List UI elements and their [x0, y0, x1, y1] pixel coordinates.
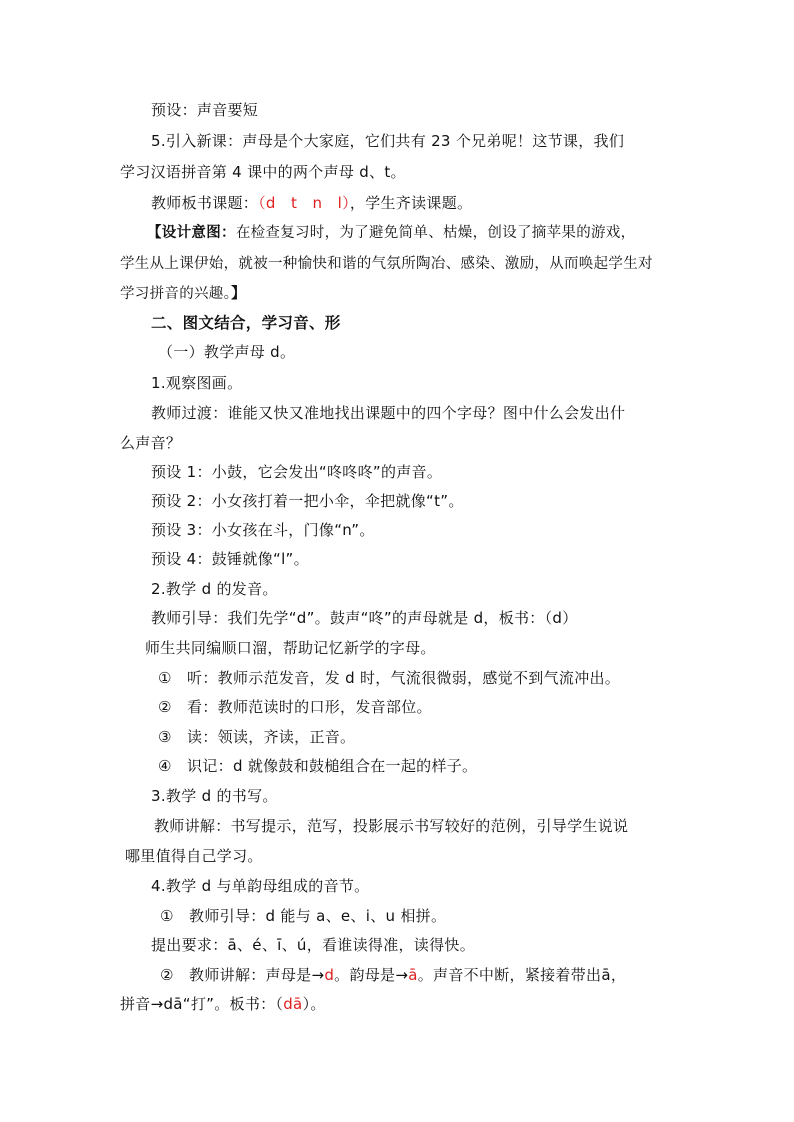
step-3-title: 3.教学 d 的书写。	[151, 787, 278, 805]
explain-text-e: ）。	[302, 995, 326, 1013]
writing-line-2: 哪里值得自己学习。	[125, 847, 263, 865]
memorize-item: ④ 识记：d 就像鼓和鼓槌组合在一起的样子。	[158, 757, 478, 775]
board-title-tail: ，学生齐读课题。	[349, 194, 473, 212]
transition-line-1: 教师过渡：谁能又快又准地找出课题中的四个字母？图中什么会发出什	[151, 404, 626, 422]
transition-line-2: 么声音？	[120, 434, 182, 452]
preset-1: 预设 1：小鼓，它会发出“咚咚咚”的声音。	[151, 463, 443, 481]
writing-line-1: 教师讲解：书写提示，范写，投影展示书写较好的范例，引导学生说说	[154, 817, 629, 835]
design-intent-text-1: 在检查复习时，为了避免简单、枯燥，创设了摘苹果的游戏，	[235, 225, 636, 241]
requirement-line: 提出要求：ā、é、ī、ú，看谁读得准，读得快。	[151, 936, 475, 954]
syllable-da: dā	[283, 995, 303, 1013]
intro-line-1: 5.引入新课：声母是个大家庭，它们共有 23 个兄弟呢！这节课，我们	[151, 132, 625, 150]
step-4-title: 4.教学 d 与单韵母组成的音节。	[151, 877, 370, 895]
design-intent-line-1	[147, 223, 635, 243]
initial-d: d	[324, 966, 335, 984]
rhyme-line: 师生共同编顺口溜，帮助记忆新学的字母。	[145, 639, 436, 657]
explain-line-1	[160, 965, 626, 985]
design-intent-line-2: 学生从上课伊始，就被一种愉快和谐的气氛所陶冶、感染、激励，从而唤起学生对	[120, 256, 653, 272]
design-intent-text-3: 学习拼音的兴趣。	[120, 286, 232, 302]
board-title-line	[151, 193, 472, 213]
look-item: ② 看：教师范读时的口形，发音部位。	[158, 698, 432, 716]
explain-text-c: 。声音不中断，紧接着带出ā，	[417, 966, 627, 984]
preset-2: 预设 2：小女孩打着一把小伞，伞把就像“t”。	[151, 492, 464, 510]
design-intent-line-3	[120, 284, 246, 304]
explain-text-a: ② 教师讲解：声母是→	[160, 966, 325, 984]
board-title-label: 教师板书课题：	[151, 194, 259, 212]
preset-line: 预设：声音要短	[151, 101, 259, 119]
preset-4: 预设 4：鼓锤就像“l”。	[151, 550, 309, 568]
guide-line: 教师引导：我们先学“d”。鼓声“咚”的声母就是 d，板书：（d）	[151, 609, 578, 627]
final-a: ā	[408, 966, 418, 984]
preset-3: 预设 3：小女孩在斗，门像“n”。	[151, 521, 375, 539]
step-2-title: 2.教学 d 的发音。	[151, 580, 278, 598]
explain-text-d: 拼音→dā“打”。板书：（	[120, 995, 284, 1013]
step-1-title: 1.观察图画。	[151, 374, 243, 392]
explain-line-2	[120, 994, 326, 1014]
listen-item: ① 听：教师示范发音，发 d 时，气流很微弱，感觉不到气流冲出。	[158, 669, 621, 687]
explain-text-b: 。韵母是→	[334, 966, 409, 984]
subsection-title: （一）教学声母 d。	[158, 343, 296, 361]
section-heading: 二、图文结合，学习音、形	[151, 314, 341, 332]
read-item: ③ 读：领读，齐读，正音。	[158, 728, 356, 746]
intro-line-2: 学习汉语拼音第 4 课中的两个声母 d、t。	[120, 163, 406, 181]
design-intent-close: 】	[231, 285, 246, 302]
board-title-letters: （d t n l）	[258, 194, 350, 212]
syllable-guide-item: ① 教师引导：d 能与 a、e、i、u 相拼。	[160, 907, 447, 925]
design-intent-label: 【设计意图：	[147, 224, 236, 241]
